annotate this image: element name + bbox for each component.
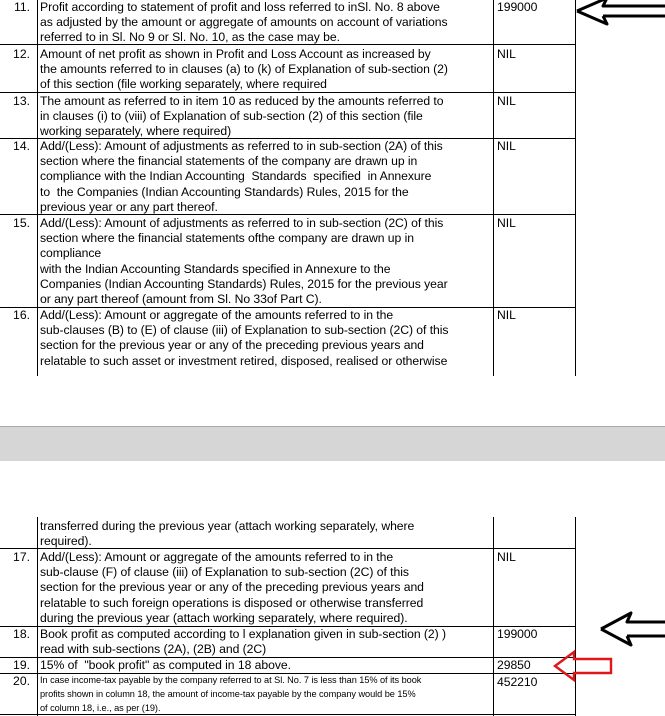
row-description: Add/(Less): Amount or aggregate of the amounts referred to in the sub-clause (F) of clause (iii) of Explanation to sub-section (2C) of this section for the previous year or any of the preceding previous years and relatable to such foreign operations is disposed or otherwise transferred during the previous year (attach working separately, where required). (40, 550, 424, 625)
row-description: Profit according to statement of profit and loss referred to inSl. No. 8 above as adjusted by the amount or aggregate of amounts on account of variations referred to in Sl. No 9 or Sl. No. 10, as the case may be. (40, 0, 448, 45)
row-number: 14. (13, 139, 30, 153)
row-description: Add/(Less): Amount of adjustments as referred to in sub-section (2A) of this section where the financial statements of the company are drawn up in compliance with the Indian Accounting Standards specified in Annexure to the Companies (Indian Accounting Standards) Rules, 2015 for the previous year or any part thereof. (40, 139, 443, 214)
row-description: The amount as referred to in item 10 as reduced by the amounts referred to in clauses (i) to (viii) of Explanation of sub-section (2) of this section (file working separately, where required) (40, 94, 444, 139)
row-description: 15% of "book profit" as computed in 18 above. (40, 658, 291, 672)
row-number: 11. (13, 0, 30, 14)
row-description: Book profit as computed according to l explanation given in sub-section (2) ) read with sub-sections (2A), (2B) and (2C) (40, 627, 447, 657)
col-divider (37, 517, 38, 716)
row-value: NIL (497, 139, 516, 153)
row-number: 15. (13, 216, 30, 230)
row-value: 199000 (497, 627, 538, 641)
row-number: 20. (13, 674, 30, 688)
row-value: 199000 (497, 0, 538, 14)
row-number: 12. (13, 47, 30, 61)
col-divider (37, 0, 38, 376)
bottom-page (0, 461, 665, 716)
row-number: 18. (13, 627, 30, 641)
arrow-icon (597, 609, 665, 653)
continuation-text: transferred during the previous year (attach working separately, where required). (40, 519, 415, 549)
row-description: Add/(Less): Amount or aggregate of the amounts referred to in the sub-clauses (B) to (E) of clause (iii) of Explanation to sub-section (2C) of this section for the previous year or any of the preceding previous years and relatable to such asset or investment retired, disposed, realised or otherwise (40, 308, 449, 368)
row-value: NIL (497, 308, 516, 322)
col-divider (493, 517, 494, 716)
row-description: Add/(Less): Amount of adjustments as referred to in sub-section (2C) of this section where the financial statements ofthe company are drawn up in compliance with the Indian Accounting Standards specified in Annexure to the Companies (Indian Accounting Standards) Rules, 2015 for the previous year or any part thereof (amount from Sl. No 33of Part C). (40, 216, 448, 307)
arrow-icon (573, 0, 665, 30)
col-divider (493, 0, 494, 376)
row-value: NIL (497, 94, 516, 108)
row-value: NIL (497, 47, 516, 61)
row-value: NIL (497, 550, 516, 564)
row-number: 13. (13, 94, 30, 108)
row-description: In case income-tax payable by the company referred to at Sl. No. 7 is less than 15% of its book profits shown in column 18, the amount of income-tax payable by the company would be 15% of column 18, i.e., as per (19). (40, 675, 422, 713)
row-description: Amount of net profit as shown in Profit and Loss Account as increased by the amounts referred to in clauses (a) to (k) of Explanation of sub-section (2) of this section (file working separately, where required (40, 47, 448, 92)
row-value: NIL (497, 216, 516, 230)
col-divider (575, 517, 576, 716)
row-value: 29850 (497, 658, 531, 672)
row-value: 452210 (497, 675, 538, 689)
red-arrow-icon (552, 649, 614, 683)
row-number: 17. (13, 550, 30, 564)
row-number: 16. (13, 308, 30, 322)
page-break (0, 426, 665, 462)
row-number: 19. (13, 658, 30, 672)
col-divider (575, 0, 576, 376)
